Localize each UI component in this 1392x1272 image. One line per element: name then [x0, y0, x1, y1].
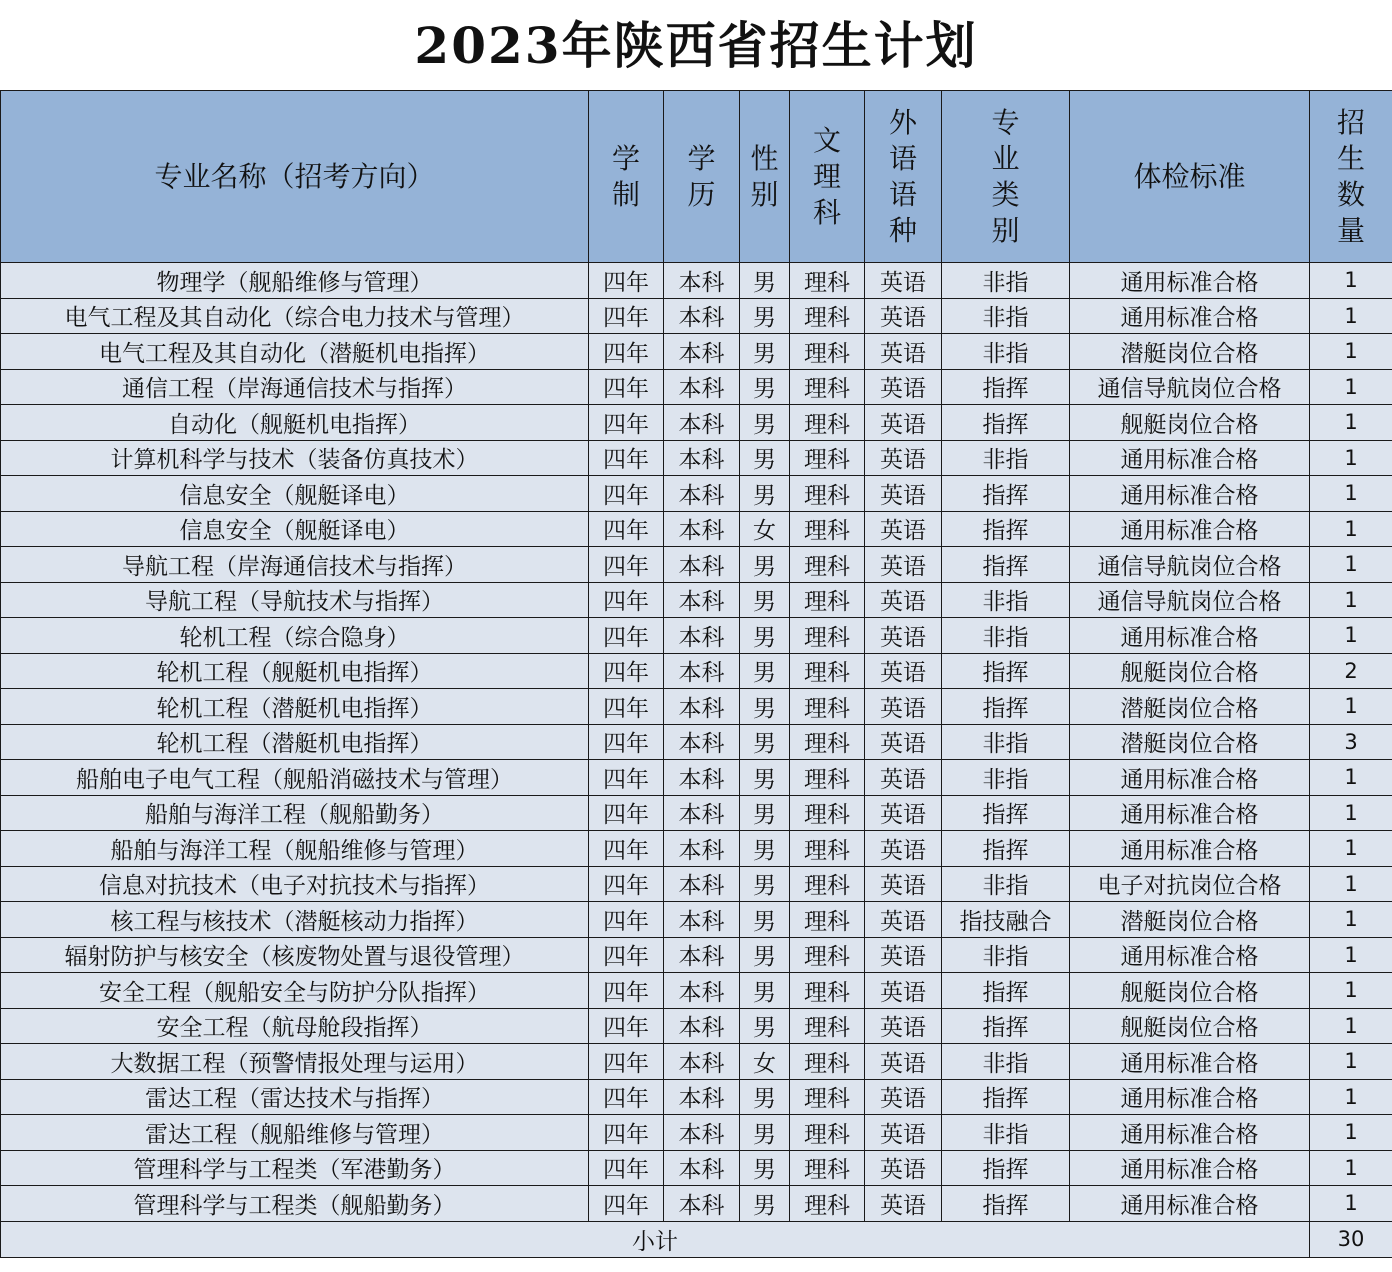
cell-duration: 四年: [589, 1044, 664, 1080]
cell-major-category: 指挥: [942, 405, 1070, 441]
cell-gender: 男: [740, 334, 790, 370]
cell-major-name: 轮机工程（综合隐身）: [1, 618, 589, 654]
table-row: [1, 795, 1392, 831]
cell-major-name: 通信工程（岸海通信技术与指挥）: [1, 369, 589, 405]
header-major-name: [1, 91, 589, 263]
cell-foreign-language: 英语: [865, 298, 942, 334]
cell-major-name: 物理学（舰船维修与管理）: [1, 263, 589, 299]
cell-foreign-language: 英语: [865, 760, 942, 796]
cell-gender: 男: [740, 369, 790, 405]
cell-physical-standard: 通用标准合格: [1070, 1044, 1310, 1080]
cell-enrollment-count: 1: [1310, 1079, 1392, 1115]
cell-enrollment-count: 1: [1310, 1008, 1392, 1044]
cell-duration: 四年: [589, 902, 664, 938]
cell-subject-track: 理科: [790, 547, 865, 583]
cell-enrollment-count: 1: [1310, 1044, 1392, 1080]
cell-degree: 本科: [664, 1186, 740, 1222]
cell-subject-track: 理科: [790, 831, 865, 867]
table-row: [1, 724, 1392, 760]
cell-major-name: 雷达工程（舰船维修与管理）: [1, 1115, 589, 1151]
cell-duration: 四年: [589, 405, 664, 441]
cell-subject-track: 理科: [790, 476, 865, 512]
cell-subject-track: 理科: [790, 689, 865, 725]
cell-physical-standard: 通用标准合格: [1070, 1115, 1310, 1151]
cell-foreign-language: 英语: [865, 440, 942, 476]
cell-foreign-language: 英语: [865, 1079, 942, 1115]
cell-subject-track: 理科: [790, 795, 865, 831]
cell-major-category: 指挥: [942, 476, 1070, 512]
cell-subject-track: 理科: [790, 1186, 865, 1222]
table-body: [1, 263, 1392, 1258]
cell-duration: 四年: [589, 263, 664, 299]
cell-major-category: 指挥: [942, 1079, 1070, 1115]
cell-subject-track: 理科: [790, 334, 865, 370]
cell-enrollment-count: 1: [1310, 440, 1392, 476]
cell-duration: 四年: [589, 866, 664, 902]
header-label: 学历: [687, 141, 716, 211]
cell-foreign-language: 英语: [865, 724, 942, 760]
cell-major-category: 非指: [942, 937, 1070, 973]
cell-enrollment-count: 1: [1310, 866, 1392, 902]
cell-major-name: 雷达工程（雷达技术与指挥）: [1, 1079, 589, 1115]
cell-degree: 本科: [664, 1150, 740, 1186]
cell-enrollment-count: 1: [1310, 511, 1392, 547]
cell-degree: 本科: [664, 618, 740, 654]
cell-physical-standard: 通信导航岗位合格: [1070, 547, 1310, 583]
cell-gender: 男: [740, 582, 790, 618]
cell-foreign-language: 英语: [865, 476, 942, 512]
table-row: [1, 440, 1392, 476]
table-row: [1, 1186, 1392, 1222]
cell-subject-track: 理科: [790, 298, 865, 334]
cell-physical-standard: 潜艇岗位合格: [1070, 724, 1310, 760]
cell-degree: 本科: [664, 902, 740, 938]
cell-gender: 女: [740, 511, 790, 547]
cell-duration: 四年: [589, 653, 664, 689]
cell-foreign-language: 英语: [865, 866, 942, 902]
cell-foreign-language: 英语: [865, 973, 942, 1009]
cell-gender: 男: [740, 405, 790, 441]
cell-subject-track: 理科: [790, 724, 865, 760]
cell-foreign-language: 英语: [865, 334, 942, 370]
cell-gender: 男: [740, 1150, 790, 1186]
cell-foreign-language: 英语: [865, 902, 942, 938]
total-label: 小计: [1, 1221, 1310, 1257]
cell-major-name: 船舶与海洋工程（舰船维修与管理）: [1, 831, 589, 867]
cell-major-name: 安全工程（航母舱段指挥）: [1, 1008, 589, 1044]
table-row: [1, 1079, 1392, 1115]
cell-degree: 本科: [664, 724, 740, 760]
cell-gender: 男: [740, 724, 790, 760]
header-label: 招生数量: [1337, 105, 1366, 247]
cell-enrollment-count: 1: [1310, 476, 1392, 512]
cell-enrollment-count: 1: [1310, 689, 1392, 725]
cell-degree: 本科: [664, 1008, 740, 1044]
cell-degree: 本科: [664, 831, 740, 867]
table-row: [1, 511, 1392, 547]
cell-subject-track: 理科: [790, 369, 865, 405]
cell-major-name: 信息安全（舰艇译电）: [1, 476, 589, 512]
cell-subject-track: 理科: [790, 582, 865, 618]
cell-physical-standard: 通用标准合格: [1070, 476, 1310, 512]
cell-duration: 四年: [589, 476, 664, 512]
cell-subject-track: 理科: [790, 263, 865, 299]
table-row: [1, 760, 1392, 796]
header-foreign-language: [865, 91, 942, 263]
cell-degree: 本科: [664, 973, 740, 1009]
table-row: [1, 937, 1392, 973]
header-label: 文理科: [813, 123, 842, 229]
table-row: [1, 866, 1392, 902]
cell-major-category: 指挥: [942, 689, 1070, 725]
cell-enrollment-count: 3: [1310, 724, 1392, 760]
total-row: [1, 1221, 1392, 1257]
cell-duration: 四年: [589, 760, 664, 796]
cell-major-category: 非指: [942, 866, 1070, 902]
cell-gender: 男: [740, 866, 790, 902]
header-label: 性别: [750, 141, 779, 211]
cell-foreign-language: 英语: [865, 1008, 942, 1044]
cell-physical-standard: 通用标准合格: [1070, 511, 1310, 547]
cell-major-category: 非指: [942, 760, 1070, 796]
cell-major-category: 指挥: [942, 547, 1070, 583]
header-row: [1, 91, 1392, 263]
cell-major-name: 导航工程（导航技术与指挥）: [1, 582, 589, 618]
table-row: [1, 298, 1392, 334]
cell-physical-standard: 舰艇岗位合格: [1070, 653, 1310, 689]
table-row: [1, 1008, 1392, 1044]
cell-gender: 男: [740, 476, 790, 512]
cell-major-name: 轮机工程（潜艇机电指挥）: [1, 724, 589, 760]
cell-physical-standard: 通用标准合格: [1070, 263, 1310, 299]
total-value: 30: [1310, 1221, 1392, 1257]
cell-degree: 本科: [664, 689, 740, 725]
cell-enrollment-count: 1: [1310, 298, 1392, 334]
cell-duration: 四年: [589, 1150, 664, 1186]
cell-foreign-language: 英语: [865, 1044, 942, 1080]
cell-major-name: 电气工程及其自动化（综合电力技术与管理）: [1, 298, 589, 334]
cell-duration: 四年: [589, 369, 664, 405]
header-label: 专业名称（招考方向）: [154, 159, 435, 193]
table-row: [1, 263, 1392, 299]
cell-duration: 四年: [589, 511, 664, 547]
cell-foreign-language: 英语: [865, 937, 942, 973]
cell-gender: 男: [740, 795, 790, 831]
admission-plan-table: [0, 90, 1392, 1258]
cell-enrollment-count: 1: [1310, 1115, 1392, 1151]
cell-gender: 男: [740, 831, 790, 867]
table-row: [1, 902, 1392, 938]
cell-major-name: 安全工程（舰船安全与防护分队指挥）: [1, 973, 589, 1009]
header-label: 专业类别: [991, 105, 1020, 247]
cell-enrollment-count: 2: [1310, 653, 1392, 689]
cell-gender: 男: [740, 689, 790, 725]
cell-foreign-language: 英语: [865, 547, 942, 583]
cell-enrollment-count: 1: [1310, 582, 1392, 618]
cell-gender: 男: [740, 298, 790, 334]
cell-major-category: 非指: [942, 1115, 1070, 1151]
cell-enrollment-count: 1: [1310, 937, 1392, 973]
cell-physical-standard: 通信导航岗位合格: [1070, 582, 1310, 618]
cell-major-category: 非指: [942, 1044, 1070, 1080]
cell-physical-standard: 通用标准合格: [1070, 1079, 1310, 1115]
cell-physical-standard: 通信导航岗位合格: [1070, 369, 1310, 405]
cell-subject-track: 理科: [790, 760, 865, 796]
cell-major-name: 电气工程及其自动化（潜艇机电指挥）: [1, 334, 589, 370]
cell-subject-track: 理科: [790, 653, 865, 689]
cell-subject-track: 理科: [790, 902, 865, 938]
header-enrollment-count: [1310, 91, 1392, 263]
cell-duration: 四年: [589, 689, 664, 725]
cell-foreign-language: 英语: [865, 405, 942, 441]
cell-subject-track: 理科: [790, 1150, 865, 1186]
cell-foreign-language: 英语: [865, 582, 942, 618]
cell-gender: 男: [740, 547, 790, 583]
cell-major-category: 非指: [942, 582, 1070, 618]
table-row: [1, 369, 1392, 405]
cell-major-name: 管理科学与工程类（军港勤务）: [1, 1150, 589, 1186]
cell-foreign-language: 英语: [865, 1115, 942, 1151]
cell-physical-standard: 通用标准合格: [1070, 1186, 1310, 1222]
cell-major-name: 信息对抗技术（电子对抗技术与指挥）: [1, 866, 589, 902]
table-row: [1, 334, 1392, 370]
table-row: [1, 1115, 1392, 1151]
cell-major-category: 指挥: [942, 831, 1070, 867]
cell-degree: 本科: [664, 937, 740, 973]
cell-physical-standard: 潜艇岗位合格: [1070, 689, 1310, 725]
cell-duration: 四年: [589, 440, 664, 476]
cell-foreign-language: 英语: [865, 653, 942, 689]
cell-degree: 本科: [664, 760, 740, 796]
cell-foreign-language: 英语: [865, 795, 942, 831]
cell-physical-standard: 通用标准合格: [1070, 760, 1310, 796]
cell-gender: 男: [740, 973, 790, 1009]
cell-major-name: 轮机工程（潜艇机电指挥）: [1, 689, 589, 725]
cell-major-category: 非指: [942, 440, 1070, 476]
cell-major-name: 管理科学与工程类（舰船勤务）: [1, 1186, 589, 1222]
cell-foreign-language: 英语: [865, 1186, 942, 1222]
cell-major-name: 核工程与核技术（潜艇核动力指挥）: [1, 902, 589, 938]
table-row: [1, 653, 1392, 689]
cell-degree: 本科: [664, 334, 740, 370]
cell-physical-standard: 通用标准合格: [1070, 1150, 1310, 1186]
cell-physical-standard: 潜艇岗位合格: [1070, 902, 1310, 938]
cell-major-name: 信息安全（舰艇译电）: [1, 511, 589, 547]
cell-major-category: 非指: [942, 618, 1070, 654]
cell-duration: 四年: [589, 618, 664, 654]
cell-enrollment-count: 1: [1310, 405, 1392, 441]
cell-major-name: 辐射防护与核安全（核废物处置与退役管理）: [1, 937, 589, 973]
cell-subject-track: 理科: [790, 405, 865, 441]
cell-degree: 本科: [664, 440, 740, 476]
cell-major-name: 自动化（舰艇机电指挥）: [1, 405, 589, 441]
cell-foreign-language: 英语: [865, 689, 942, 725]
table-row: [1, 689, 1392, 725]
cell-duration: 四年: [589, 973, 664, 1009]
cell-gender: 男: [740, 440, 790, 476]
cell-major-category: 指挥: [942, 1008, 1070, 1044]
cell-degree: 本科: [664, 1115, 740, 1151]
cell-gender: 男: [740, 902, 790, 938]
cell-subject-track: 理科: [790, 440, 865, 476]
cell-duration: 四年: [589, 1008, 664, 1044]
cell-duration: 四年: [589, 937, 664, 973]
cell-major-name: 导航工程（岸海通信技术与指挥）: [1, 547, 589, 583]
cell-subject-track: 理科: [790, 1115, 865, 1151]
cell-physical-standard: 通用标准合格: [1070, 831, 1310, 867]
cell-gender: 女: [740, 1044, 790, 1080]
cell-degree: 本科: [664, 263, 740, 299]
cell-degree: 本科: [664, 476, 740, 512]
header-degree: [664, 91, 740, 263]
cell-duration: 四年: [589, 1115, 664, 1151]
cell-major-name: 大数据工程（预警情报处理与运用）: [1, 1044, 589, 1080]
cell-duration: 四年: [589, 582, 664, 618]
cell-degree: 本科: [664, 795, 740, 831]
cell-foreign-language: 英语: [865, 511, 942, 547]
cell-foreign-language: 英语: [865, 831, 942, 867]
cell-duration: 四年: [589, 334, 664, 370]
cell-duration: 四年: [589, 1079, 664, 1115]
cell-physical-standard: 通用标准合格: [1070, 618, 1310, 654]
header-major-category: [942, 91, 1070, 263]
table-row: [1, 973, 1392, 1009]
cell-major-category: 非指: [942, 298, 1070, 334]
cell-gender: 男: [740, 653, 790, 689]
cell-degree: 本科: [664, 369, 740, 405]
cell-degree: 本科: [664, 298, 740, 334]
cell-major-category: 指挥: [942, 1186, 1070, 1222]
cell-enrollment-count: 1: [1310, 902, 1392, 938]
header-label: 外语语种: [889, 105, 918, 247]
cell-major-category: 指挥: [942, 511, 1070, 547]
cell-subject-track: 理科: [790, 1044, 865, 1080]
cell-physical-standard: 电子对抗岗位合格: [1070, 866, 1310, 902]
table-row: [1, 831, 1392, 867]
cell-major-category: 指挥: [942, 653, 1070, 689]
cell-foreign-language: 英语: [865, 369, 942, 405]
cell-enrollment-count: 1: [1310, 1186, 1392, 1222]
table-row: [1, 405, 1392, 441]
cell-enrollment-count: 1: [1310, 369, 1392, 405]
header-label: 学制: [612, 141, 641, 211]
cell-enrollment-count: 1: [1310, 760, 1392, 796]
cell-physical-standard: 通用标准合格: [1070, 937, 1310, 973]
cell-degree: 本科: [664, 866, 740, 902]
cell-major-category: 指挥: [942, 1150, 1070, 1186]
cell-subject-track: 理科: [790, 866, 865, 902]
cell-major-category: 非指: [942, 724, 1070, 760]
cell-enrollment-count: 1: [1310, 973, 1392, 1009]
cell-degree: 本科: [664, 653, 740, 689]
cell-major-name: 船舶与海洋工程（舰船勤务）: [1, 795, 589, 831]
cell-duration: 四年: [589, 1186, 664, 1222]
cell-major-name: 船舶电子电气工程（舰船消磁技术与管理）: [1, 760, 589, 796]
cell-major-category: 指挥: [942, 795, 1070, 831]
cell-enrollment-count: 1: [1310, 547, 1392, 583]
cell-physical-standard: 通用标准合格: [1070, 298, 1310, 334]
cell-degree: 本科: [664, 1044, 740, 1080]
header-gender: [740, 91, 790, 263]
table-row: [1, 582, 1392, 618]
cell-enrollment-count: 1: [1310, 795, 1392, 831]
cell-physical-standard: 潜艇岗位合格: [1070, 334, 1310, 370]
cell-duration: 四年: [589, 547, 664, 583]
cell-enrollment-count: 1: [1310, 1150, 1392, 1186]
cell-degree: 本科: [664, 547, 740, 583]
cell-major-category: 指技融合: [942, 902, 1070, 938]
table-row: [1, 547, 1392, 583]
cell-foreign-language: 英语: [865, 1150, 942, 1186]
header-physical-standard: [1070, 91, 1310, 263]
cell-major-name: 计算机科学与技术（装备仿真技术）: [1, 440, 589, 476]
cell-enrollment-count: 1: [1310, 334, 1392, 370]
cell-gender: 男: [740, 1115, 790, 1151]
cell-subject-track: 理科: [790, 511, 865, 547]
cell-gender: 男: [740, 760, 790, 796]
cell-subject-track: 理科: [790, 973, 865, 1009]
cell-enrollment-count: 1: [1310, 831, 1392, 867]
cell-physical-standard: 舰艇岗位合格: [1070, 1008, 1310, 1044]
cell-degree: 本科: [664, 511, 740, 547]
cell-gender: 男: [740, 1079, 790, 1115]
cell-physical-standard: 舰艇岗位合格: [1070, 405, 1310, 441]
header-duration: [589, 91, 664, 263]
cell-physical-standard: 通用标准合格: [1070, 440, 1310, 476]
cell-enrollment-count: 1: [1310, 618, 1392, 654]
cell-duration: 四年: [589, 724, 664, 760]
cell-gender: 男: [740, 263, 790, 299]
cell-physical-standard: 通用标准合格: [1070, 795, 1310, 831]
cell-foreign-language: 英语: [865, 263, 942, 299]
header-subject-track: [790, 91, 865, 263]
cell-subject-track: 理科: [790, 937, 865, 973]
table-row: [1, 618, 1392, 654]
header-label: 体检标准: [1133, 159, 1246, 193]
cell-duration: 四年: [589, 795, 664, 831]
cell-physical-standard: 舰艇岗位合格: [1070, 973, 1310, 1009]
cell-degree: 本科: [664, 1079, 740, 1115]
cell-gender: 男: [740, 1186, 790, 1222]
cell-subject-track: 理科: [790, 618, 865, 654]
cell-subject-track: 理科: [790, 1079, 865, 1115]
cell-major-category: 非指: [942, 263, 1070, 299]
cell-gender: 男: [740, 937, 790, 973]
page-title: 2023年陕西省招生计划: [414, 16, 978, 75]
cell-gender: 男: [740, 1008, 790, 1044]
cell-major-category: 指挥: [942, 973, 1070, 1009]
cell-degree: 本科: [664, 405, 740, 441]
cell-subject-track: 理科: [790, 1008, 865, 1044]
table-row: [1, 1044, 1392, 1080]
cell-foreign-language: 英语: [865, 618, 942, 654]
cell-gender: 男: [740, 618, 790, 654]
cell-duration: 四年: [589, 298, 664, 334]
cell-degree: 本科: [664, 582, 740, 618]
table-row: [1, 1150, 1392, 1186]
cell-duration: 四年: [589, 831, 664, 867]
cell-major-name: 轮机工程（舰艇机电指挥）: [1, 653, 589, 689]
cell-enrollment-count: 1: [1310, 263, 1392, 299]
cell-major-category: 非指: [942, 334, 1070, 370]
table-row: [1, 476, 1392, 512]
cell-major-category: 指挥: [942, 369, 1070, 405]
